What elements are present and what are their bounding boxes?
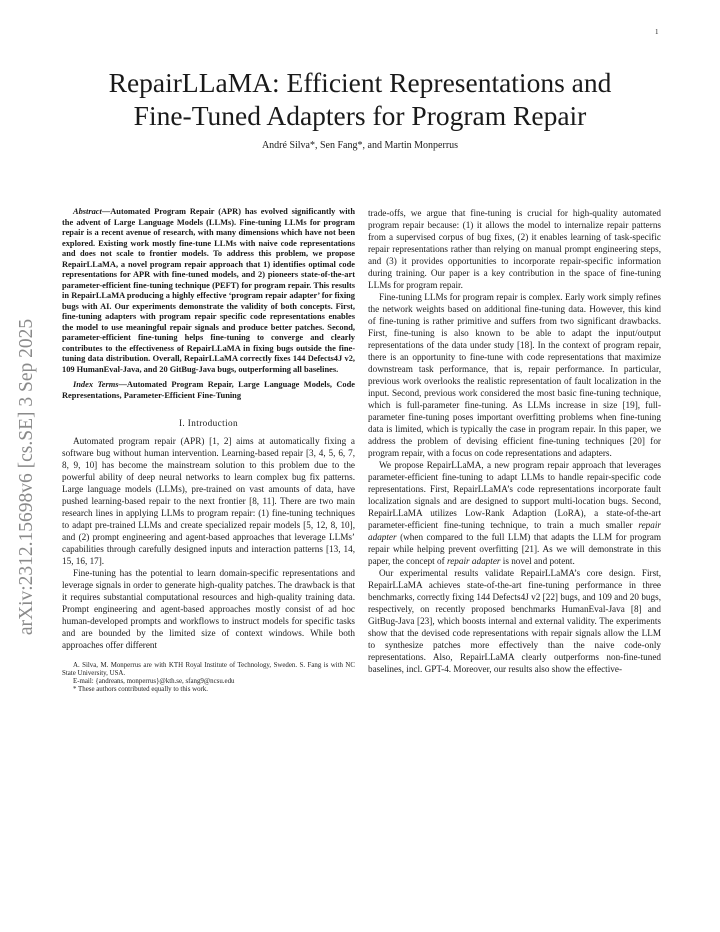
section-heading: I. Introduction [178,418,239,428]
abstract-text: —Automated Program Repair (APR) has evolved significantly with the advent of Large Language Models (LLMs). Fine-tuning LLMs for program repair is a recent avenue of research, with many dimensions which have not been explored. Existing work mostly fine-tune LLMs with naive code representations and does not scale to frontier models. To address this problem, we propose RepairLLaMA, a novel program repair approach that 1) identifies optimal code representations for APR with fine-tuned models, and 2) pioneers state-of-the-art parameter-efficient fine-tuning technique (PEFT) for program repair. This results in RepairLLaMA producing a highly effective ‘program repair adapter’ for fixing bugs with AI. Our experiments demonstrate the validity of both concepts. First, fine-tuning adapters with program repair specific code representations enables the model to use meaningful repair signals and produce better patches. Second, parameter-efficient fine-tuning helps fine-tuning to converge and clearly contributes to the effectiveness of RepairLLaMA in fixing bugs outside the fine-tuning data distribution. Overall, RepairLLaMA correctly fixes 144 Defects4J v2, 109 HumanEval-Java, and 20 GitBug-Java bugs, outperforming all baselines. [62,207,355,374]
page-number: 1 [655,28,659,36]
authors: André Silva*, Sen Fang*, and Martin Monperrus [261,140,459,151]
body-paragraph: trade-offs, we argue that fine-tuning is crucial for high-quality automated program repair because: (1) it allows the model to internalize repair patterns from a supervised corpus of bug fixes, (2) it enables learning of task-specific repair representations rather than relying on manual prompt engineering steps, and (3) it provides opportunities to incorporate repair-specific information during training. Our paper is a key contribution in the space of fine-tuning LLMs for program repair. [368,208,661,290]
index-terms-lead: Index Terms [73,380,119,389]
title-line-1: RepairLLaMA: Efficient Representations and [108,67,612,98]
body-paragraph: Fine-tuning LLMs for program repair is complex. Early work simply refines the network weights based on additional fine-tuning data. However, this kind of fine-tuning is rather primitive and suffers from two significant drawbacks. First, fine-tuning is also known to be able to adapt the input/output representations of the data under study [18]. In the context of program repair, there is an opportunity to fine-tune with code representations that maximize downstream task performance, that is, repair performance. In particular, previous work overlooks the realistic representation of fault localization in the input. Second, previous work considered the most basic fine-tuning technique, which is full-parameter fine-tuning. As LLMs increase in size [19], full-parameter fine-tuning poses important overfitting problems when fine-tuning data is limited, which is typically the case in program repair. In this paper, we address the problem of devising efficient fine-tuning techniques [20] for program repair, with a focus on code representations and adapters. [368,292,661,458]
index-terms [62,380,355,401]
index-terms-text: —Automated Program Repair, Large Language Models, Code Representations, Parameter-Efficient Fine-Tuning [62,380,355,400]
right-column [368,207,661,675]
footnote: E-mail: {andreans, monperrus}@kth.se, sfang9@ncsu.edu [73,678,235,685]
footnote: * These authors contributed equally to this work. [73,686,208,693]
intro-paragraph: Fine-tuning has the potential to learn domain-specific representations and leverage signals in order to generate high-quality patches. The drawback is that it requires substantial computational resources and high-quality training data. Prompt engineering and agent-based approaches mostly consist of ad hoc human-developed prompts and workflows to instruct models for specific tasks and are bounded by the limited size of context windows. While both approaches offer different [62,568,355,650]
footnote: A. Silva, M. Monperrus are with KTH Royal Institute of Technology, Sweden. S. Fang is with NC State University, USA. [62,662,355,677]
abstract [62,207,355,375]
arxiv-id: arXiv:2312.15698v6 [cs.SE] 3 Sep 2025 [16,318,37,636]
intro-paragraph: Automated program repair (APR) [1, 2] aims at automatically fixing a software bug without human intervention. Learning-based repair [3, 4, 5, 6, 7, 8, 9, 10] has become the mainstream solution to this problem due to the powerful ability of deep neural networks to learn complex bug fix patterns. Large language models (LLMs), pre-trained on vast amounts of data, have pushed learning-based repair to the next frontier [8, 11]. There are two main research lines in applying LLMs to program repair: (1) fine-tuning techniques to adapt pre-trained LLMs and create specialized repair models [5, 12, 8, 10], and (2) prompt engineering and agent-based approaches that leverage LLMs’ capabilities through carefully designed inputs and interaction patterns [13, 14, 15, 16, 17]. [62,436,355,566]
body-paragraph: Our experimental results validate RepairLLaMA’s core design. First, RepairLLaMA achieves state-of-the-art fine-tuning performance in three benchmarks, correctly fixing 144 Defects4J v2 [22] bugs, and 109 and 20 bugs, respectively, on recently proposed benchmarks HumanEval-Java [8] and GitBug-Java [23], which boosts internal and external validity. The experiments show that the devised code representations with repair signals allow the LLM to synthesize patches more effectively than the naive code-only representations. Also, RepairLLaMA clearly outperforms non-fine-tuned baselines, incl. GPT-4. Moreover, our results also show the effective- [368,568,661,674]
footnotes [62,662,355,694]
left-column [62,207,355,694]
emphasized-term: repair adapter [446,556,501,566]
abstract-lead: Abstract [73,207,102,216]
arxiv-stamp [14,262,40,692]
paper-title [0,66,720,132]
body-paragraph: We propose RepairLLaMA, a new program repair approach that leverages parameter-efficient fine-tuning to adapt LLMs to handle repair-specific code representations. First, RepairLLaMA’s code representations incorporate fault localization signals and are designed to support multi-location bugs. Second, RepairLLaMA utilizes Low-Rank Adaption (LoRA), a state-of-the-art parameter-efficient fine-tuning technique, to train a much smaller repair adapter (when compared to the full LLM) that adapts the LLM for program repair while helping prevent overfitting [21]. As we will demonstrate in this paper, the concept of repair adapter is novel and potent. [368,460,661,566]
emphasized-term: repair adapter [368,520,661,542]
title-line-2: Fine-Tuned Adapters for Program Repair [133,100,587,131]
